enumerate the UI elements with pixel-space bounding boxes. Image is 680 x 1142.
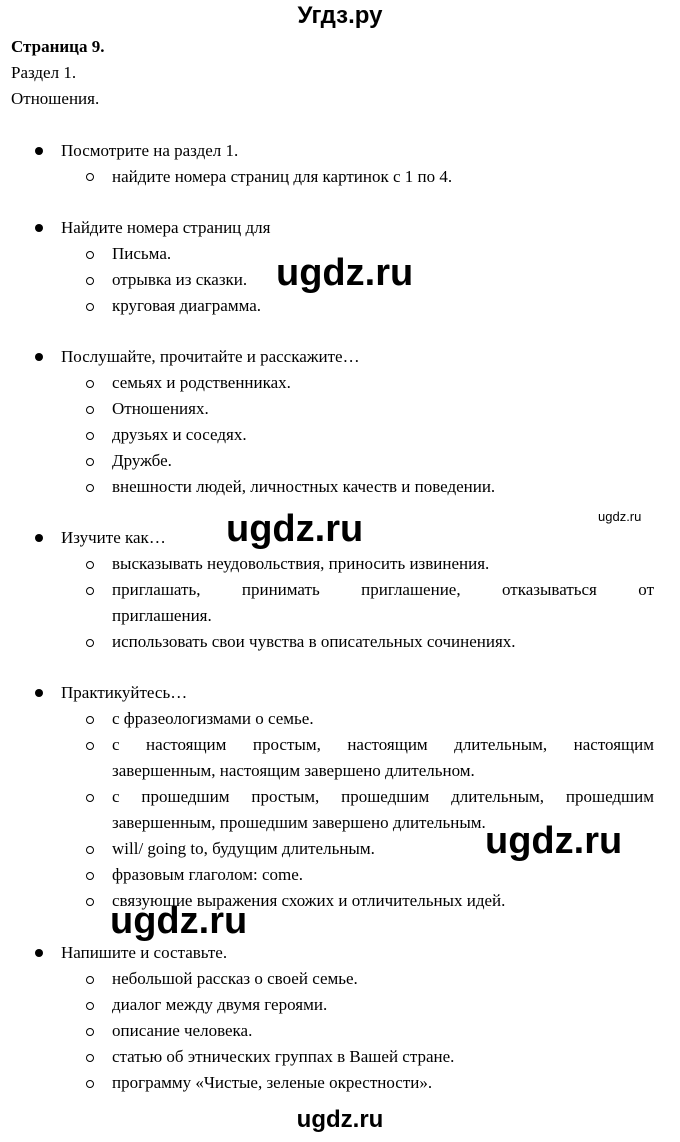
bullet-icon (35, 224, 43, 232)
watermark: ugdz.ru (276, 252, 414, 294)
section-label: Раздел 1. (11, 63, 77, 82)
list-item: Отношениях. (112, 399, 209, 418)
list-item-line: с настоящим простым, настоящим длительным, настоящим (112, 735, 654, 754)
list-item: друзьях и соседях. (112, 425, 247, 444)
circle-bullet-icon (86, 742, 94, 750)
watermark: ugdz.ru (485, 820, 623, 862)
list-item-line: приглашать, принимать приглашение, отказываться от (112, 580, 654, 599)
list-item: с фразеологизмами о семье. (112, 709, 314, 728)
circle-bullet-icon (86, 794, 94, 802)
watermark: ugdz.ru (226, 508, 364, 550)
topic-label: Отношения. (11, 89, 100, 108)
circle-bullet-icon (86, 1028, 94, 1036)
list-item: will/ going to, будущим длительным. (112, 839, 375, 858)
bullet-icon (35, 147, 43, 155)
group-title: Посмотрите на раздел 1. (61, 141, 239, 160)
list-item: использовать свои чувства в описательных сочинениях. (112, 632, 516, 651)
circle-bullet-icon (86, 872, 94, 880)
group-title: Напишите и составьте. (61, 943, 228, 962)
list-item: небольшой рассказ о своей семье. (112, 969, 358, 988)
bullet-icon (35, 689, 43, 697)
circle-bullet-icon (86, 639, 94, 647)
page-title: Страница 9. (11, 37, 105, 56)
circle-bullet-icon (86, 432, 94, 440)
watermark: ugdz.ru (110, 900, 248, 942)
list-item (112, 732, 654, 784)
list-item: отрывка из сказки. (112, 270, 248, 289)
list-item: семьях и родственниках. (112, 373, 291, 392)
list-item: Письма. (112, 244, 172, 263)
circle-bullet-icon (86, 1054, 94, 1062)
bullet-icon (35, 949, 43, 957)
site-header: Угдз.ру (297, 2, 383, 29)
circle-bullet-icon (86, 277, 94, 285)
circle-bullet-icon (86, 716, 94, 724)
watermark-small: ugdz.ru (598, 509, 642, 524)
list-item: Дружбе. (112, 451, 172, 470)
circle-bullet-icon (86, 587, 94, 595)
list-item-line: приглашения. (112, 606, 212, 625)
list-item: программу «Чистые, зеленые окрестности». (112, 1073, 433, 1092)
group-title: Послушайте, прочитайте и расскажите… (61, 347, 360, 366)
circle-bullet-icon (86, 406, 94, 414)
group-title: Изучите как… (61, 528, 166, 547)
circle-bullet-icon (86, 1002, 94, 1010)
list-item: круговая диаграмма. (112, 296, 262, 315)
list-item: статью об этнических группах в Вашей стране. (112, 1047, 455, 1066)
list-item-line: завершенным, прошедшим завершено длительным. (112, 813, 486, 832)
bullet-icon (35, 534, 43, 542)
list-item: связующие выражения схожих и отличительных идей. (112, 891, 506, 910)
list-item: описание человека. (112, 1021, 253, 1040)
circle-bullet-icon (86, 458, 94, 466)
circle-bullet-icon (86, 173, 94, 181)
bullet-icon (35, 353, 43, 361)
circle-bullet-icon (86, 976, 94, 984)
circle-bullet-icon (86, 251, 94, 259)
circle-bullet-icon (86, 561, 94, 569)
circle-bullet-icon (86, 380, 94, 388)
list-item-line: завершенным, настоящим завершено длительном. (112, 761, 475, 780)
list-item: высказывать неудовольствия, приносить извинения. (112, 554, 490, 573)
list-item: внешности людей, личностных качеств и поведении. (112, 477, 496, 496)
list-item: фразовым глаголом: come. (112, 865, 304, 884)
circle-bullet-icon (86, 303, 94, 311)
circle-bullet-icon (86, 484, 94, 492)
list-item: диалог между двумя героями. (112, 995, 328, 1014)
circle-bullet-icon (86, 846, 94, 854)
list-item-line: с прошедшим простым, прошедшим длительным, прошедшим (112, 787, 654, 806)
group-title: Практикуйтесь… (61, 683, 188, 702)
group-title: Найдите номера страниц для (61, 218, 271, 237)
footer-watermark: ugdz.ru (296, 1106, 384, 1133)
circle-bullet-icon (86, 1080, 94, 1088)
list-item: найдите номера страниц для картинок с 1 по 4. (112, 167, 453, 186)
circle-bullet-icon (86, 898, 94, 906)
list-item (112, 577, 654, 629)
